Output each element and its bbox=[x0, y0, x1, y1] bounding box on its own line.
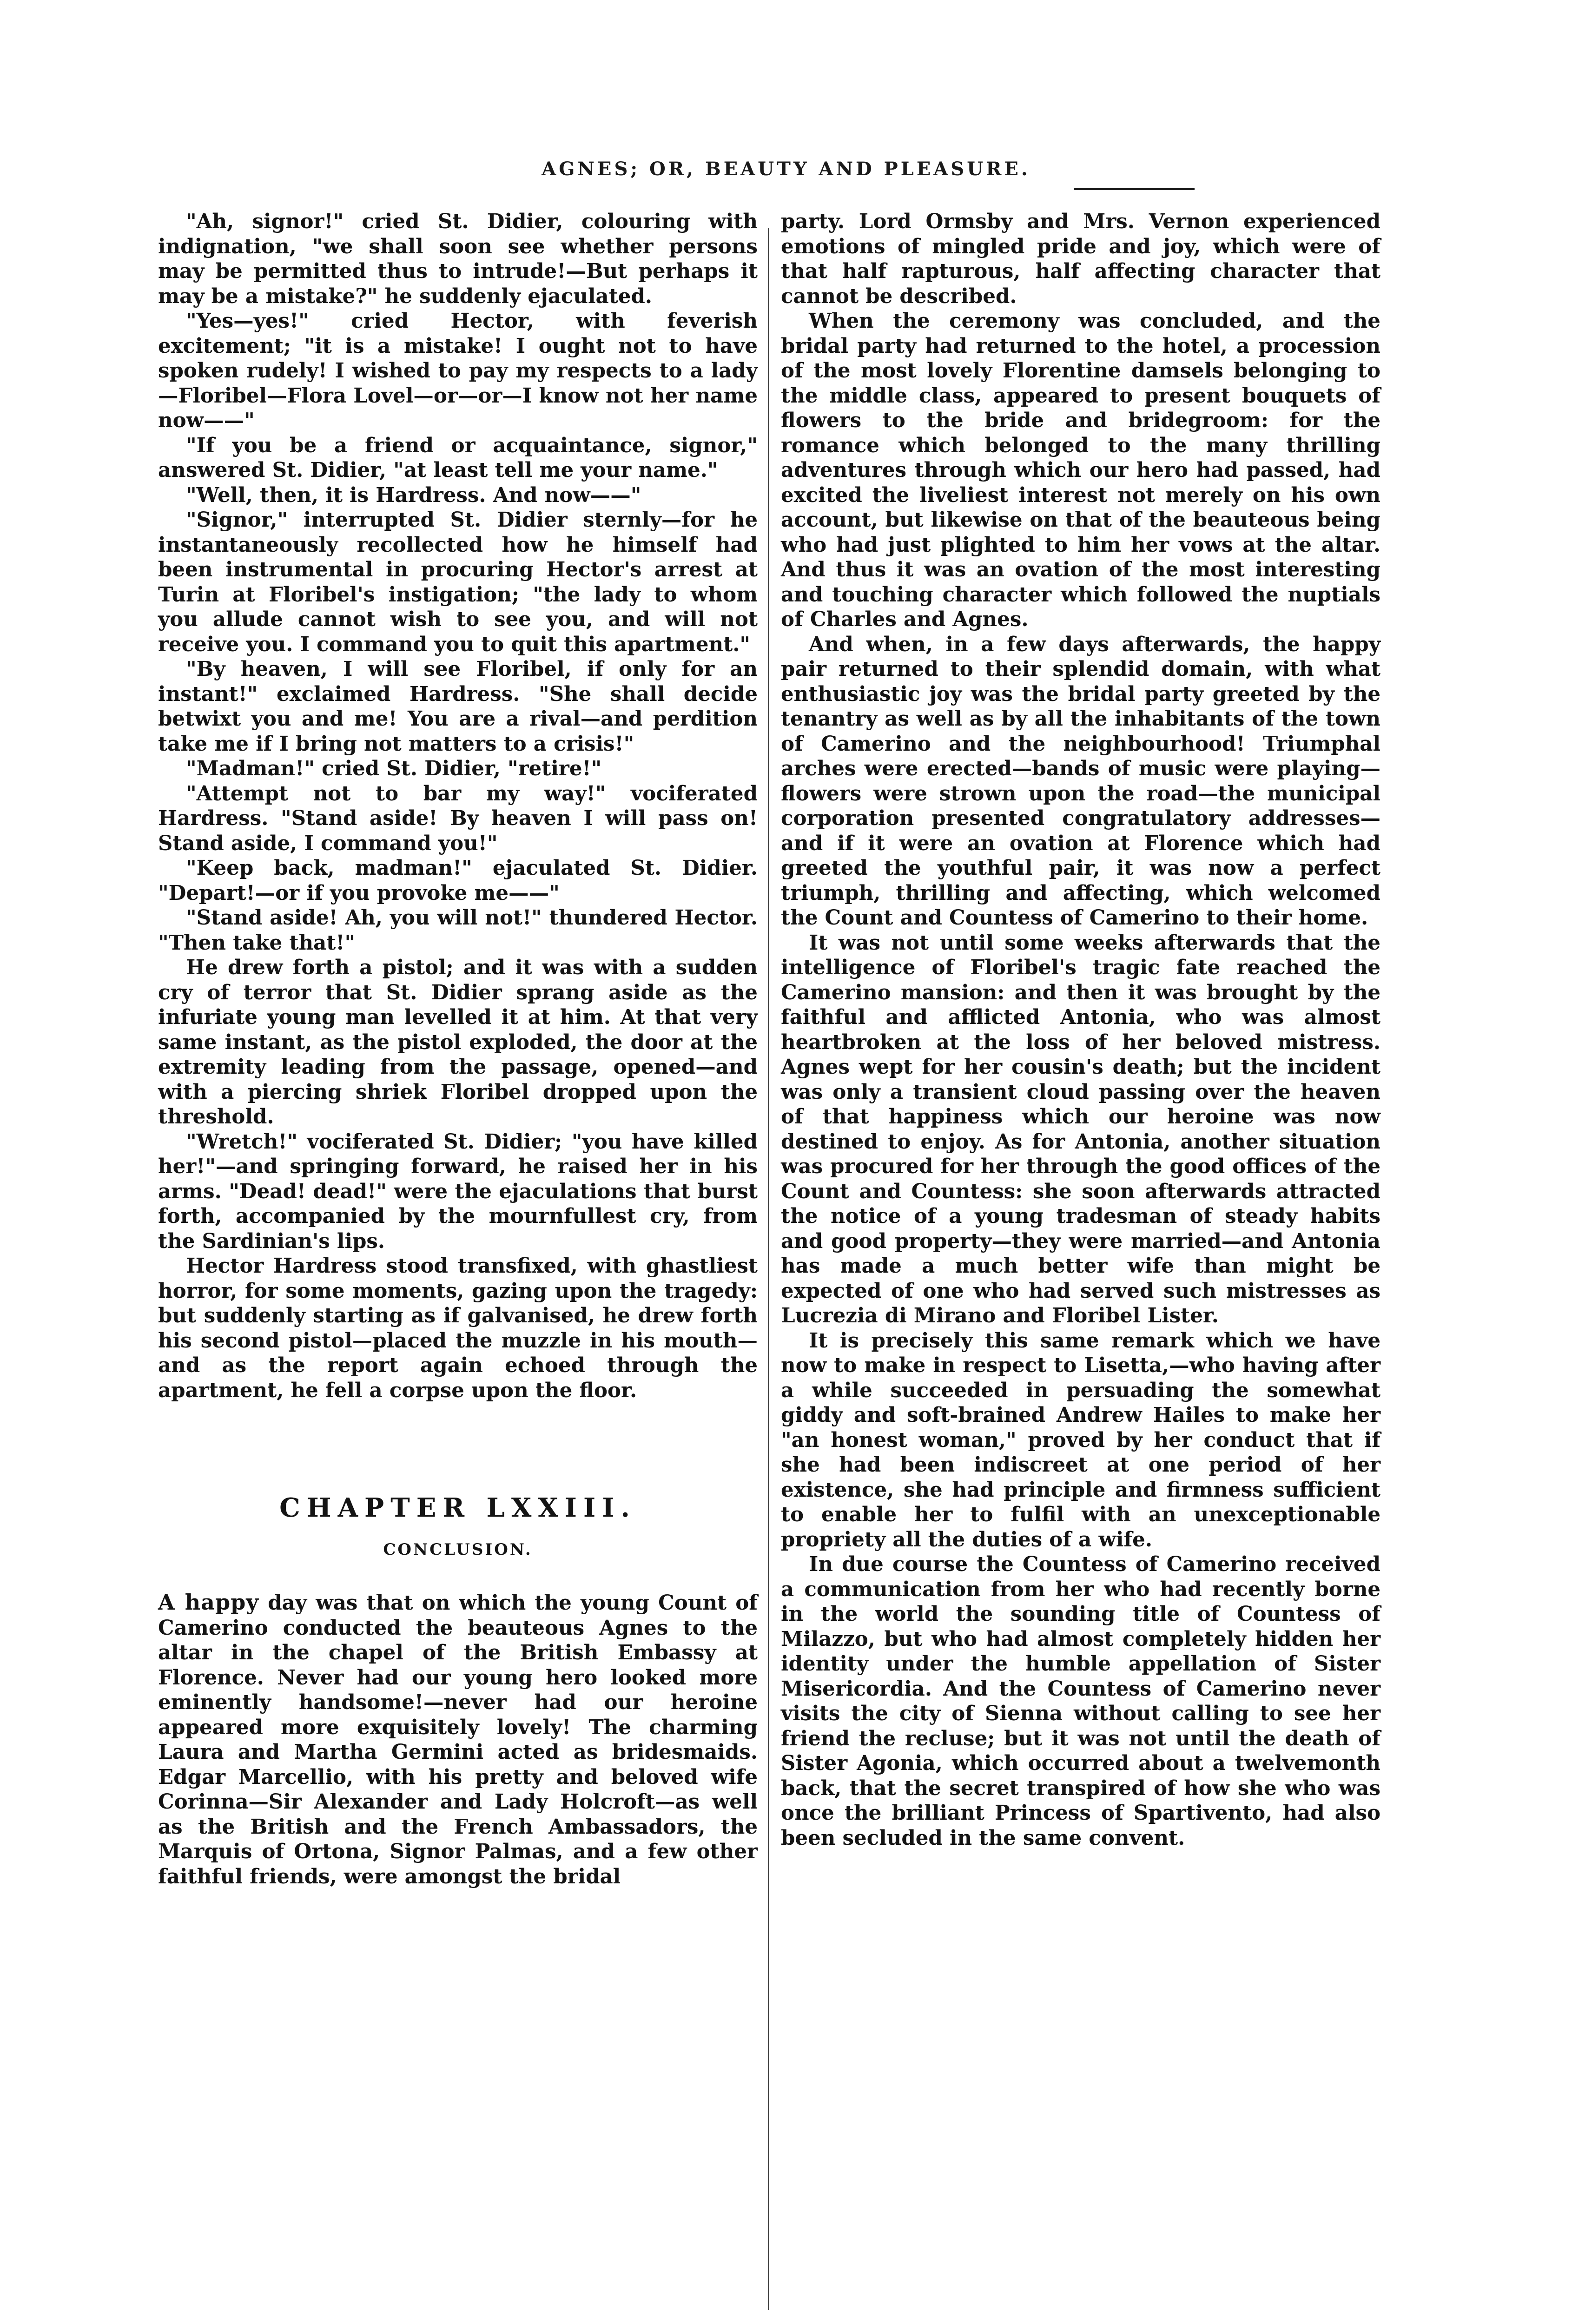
paragraph: "If you be a friend or acquaintance, signor," answered St. Didier, "at least tell me your name." bbox=[158, 433, 758, 482]
opening-word: A happy bbox=[158, 1590, 259, 1615]
running-head: AGNES; OR, BEAUTY AND PLEASURE. bbox=[542, 158, 1030, 180]
paragraph: "Well, then, it is Hardress. And now——" bbox=[186, 483, 641, 507]
paragraph: "Stand aside! Ah, you will not!" thundered Hector. "Then take that!" bbox=[158, 906, 758, 955]
paragraph: "Signor," interrupted St. Didier sternly—for he instantaneously recollected how he himself had been instrumental in procuring Hector's arrest at Turin at Floribel's instigation; "the lady to whom you allude cannot wish to see you, and will not receive you. I command you to quit this apartment." bbox=[158, 508, 758, 656]
right-column bbox=[781, 209, 1380, 2324]
head-rule bbox=[1074, 188, 1195, 190]
paragraph: He drew forth a pistol; and it was with a sudden cry of terror that St. Didier sprang aside as the infuriate young man levelled it at him. At that very same instant, as the pistol exploded, the door at the extremity leading from the passage, opened—and with a piercing shriek Floribel dropped upon the threshold. bbox=[158, 956, 758, 1129]
paragraph: Hector Hardress stood transfixed, with ghastliest horror, for some moments, gazing upon the tragedy: but suddenly starting as if galvanised, he drew forth his second pistol—placed the muzzle in his mouth—and as the report again echoed through the apartment, he fell a corpse upon the floor. bbox=[158, 1254, 758, 1402]
paragraph: "Keep back, madman!" ejaculated St. Didier. "Depart!—or if you provoke me——" bbox=[158, 856, 758, 905]
paragraph: When the ceremony was concluded, and the bridal party had returned to the hotel, a procession of the most lovely Florentine damsels belonging to the middle class, appeared to present bouquets of flowers to the bride and bridegroom: for the romance which belonged to the many thrilling adventures through which our hero had passed, had excited the liveliest interest not merely on his own account, but likewise on that of the beauteous being who had just plighted to him her vows at the altar. And thus it was an ovation of the most interesting and touching character which followed the nuptials of Charles and Agnes. bbox=[781, 309, 1380, 631]
paragraph: "Yes—yes!" cried Hector, with feverish excitement; "it is a mistake! I ought not to have spoken rudely! I wished to pay my respects to a lady—Floribel—Flora Lovel—or—or—I know not her name now——" bbox=[158, 309, 758, 432]
paragraph: "Attempt not to bar my way!" vociferated Hardress. "Stand aside! By heaven I will pass on! Stand aside, I command you!" bbox=[158, 781, 758, 855]
paragraph: "Wretch!" vociferated St. Didier; "you have killed her!"—and springing forward, he raised her in his arms. "Dead! dead!" were the ejaculations that burst forth, accompanied by the mournfullest cry, from the Sardinian's lips. bbox=[158, 1129, 758, 1253]
paragraph: It was not until some weeks afterwards that the intelligence of Floribel's tragic fate reached the Camerino mansion: and then it was brought by the faithful and afflicted Antonia, who was almost heartbroken at the loss of her beloved mistress. Agnes wept for her cousin's death; but the incident was only a transient cloud passing over the heaven of that happiness which our heroine was now destined to enjoy. As for Antonia, another situation was procured for her through the good offices of the Count and Countess: she soon afterwards attracted the notice of a young tradesman of steady habits and good property—they were married—and Antonia has made a much better wife than might be expected of one who had served such mistresses as Lucrezia di Mirano and Floribel Lister. bbox=[781, 931, 1380, 1327]
chapter-title: CHAPTER LXXIII. bbox=[279, 1492, 636, 1523]
paragraph: In due course the Countess of Camerino received a communication from her who had recently borne in the world the sounding title of Countess of Milazzo, but who had almost completely hidden her identity under the humble appellation of Sister Misericordia. And the Countess of Camerino never visits the city of Sienna without calling to see her friend the recluse; but it was not until the death of Sister Agonia, which occurred about a twelvemonth back, that the secret transpired of how she who was once the brilliant Princess of Spartivento, had also been secluded in the same convent. bbox=[781, 1552, 1380, 1850]
chapter-opening-paragraph bbox=[158, 1590, 758, 1889]
column-divider bbox=[768, 228, 769, 2310]
chapter-subtitle: CONCLUSION. bbox=[383, 1540, 533, 1559]
paragraph: "By heaven, I will see Floribel, if only for an instant!" exclaimed Hardress. "She shall decide betwixt you and me! You are a rival—and perdition take me if I bring not matters to a crisis!" bbox=[158, 657, 758, 756]
left-column bbox=[158, 209, 758, 2324]
opening-text: day was that on which the young Count of Camerino conducted the beauteous Agnes to the altar in the chapel of the British Embassy at Florence. Never had our young hero looked more eminently handsome!—never had our heroine appeared more exquisitely lovely! The charming Laura and Martha Germini acted as bridesmaids. Edgar Marcellio, with his pretty and beloved wife Corinna—Sir Alexander and Lady Holcroft—as well as the British and the French Ambassadors, the Marquis of Ortona, Signor Palmas, and a few other faithful friends, were amongst the bridal bbox=[158, 1591, 758, 1888]
paragraph: "Madman!" cried St. Didier, "retire!" bbox=[186, 757, 602, 780]
paragraph: "Ah, signor!" cried St. Didier, colouring with indignation, "we shall soon see whether persons may be permitted thus to intrude!—But perhaps it may be a mistake?" he suddenly ejaculated. bbox=[158, 210, 758, 308]
paragraph: It is precisely this same remark which we have now to make in respect to Lisetta,—who having after a while succeeded in persuading the somewhat giddy and soft-brained Andrew Hailes to make her "an honest woman," proved by her conduct that if she had been indiscreet at one period of her existence, she had principle and firmness sufficient to enable her to fulfil with an unexceptionable propriety all the duties of a wife. bbox=[781, 1328, 1380, 1552]
paragraph: party. Lord Ormsby and Mrs. Vernon experienced emotions of mingled pride and joy, which were of that half rapturous, half affecting character that cannot be described. bbox=[781, 210, 1380, 308]
paragraph: And when, in a few days afterwards, the happy pair returned to their splendid domain, with what enthusiastic joy was the bridal party greeted by the tenantry as well as by all the inhabitants of the town of Camerino and the neighbourhood! Triumphal arches were erected—bands of music were playing—flowers were strown upon the road—the municipal corporation presented congratulatory addresses—and if it were an ovation at Florence which had greeted the youthful pair, it was now a perfect triumph, thrilling and affecting, which welcomed the Count and Countess of Camerino to their home. bbox=[781, 632, 1380, 930]
